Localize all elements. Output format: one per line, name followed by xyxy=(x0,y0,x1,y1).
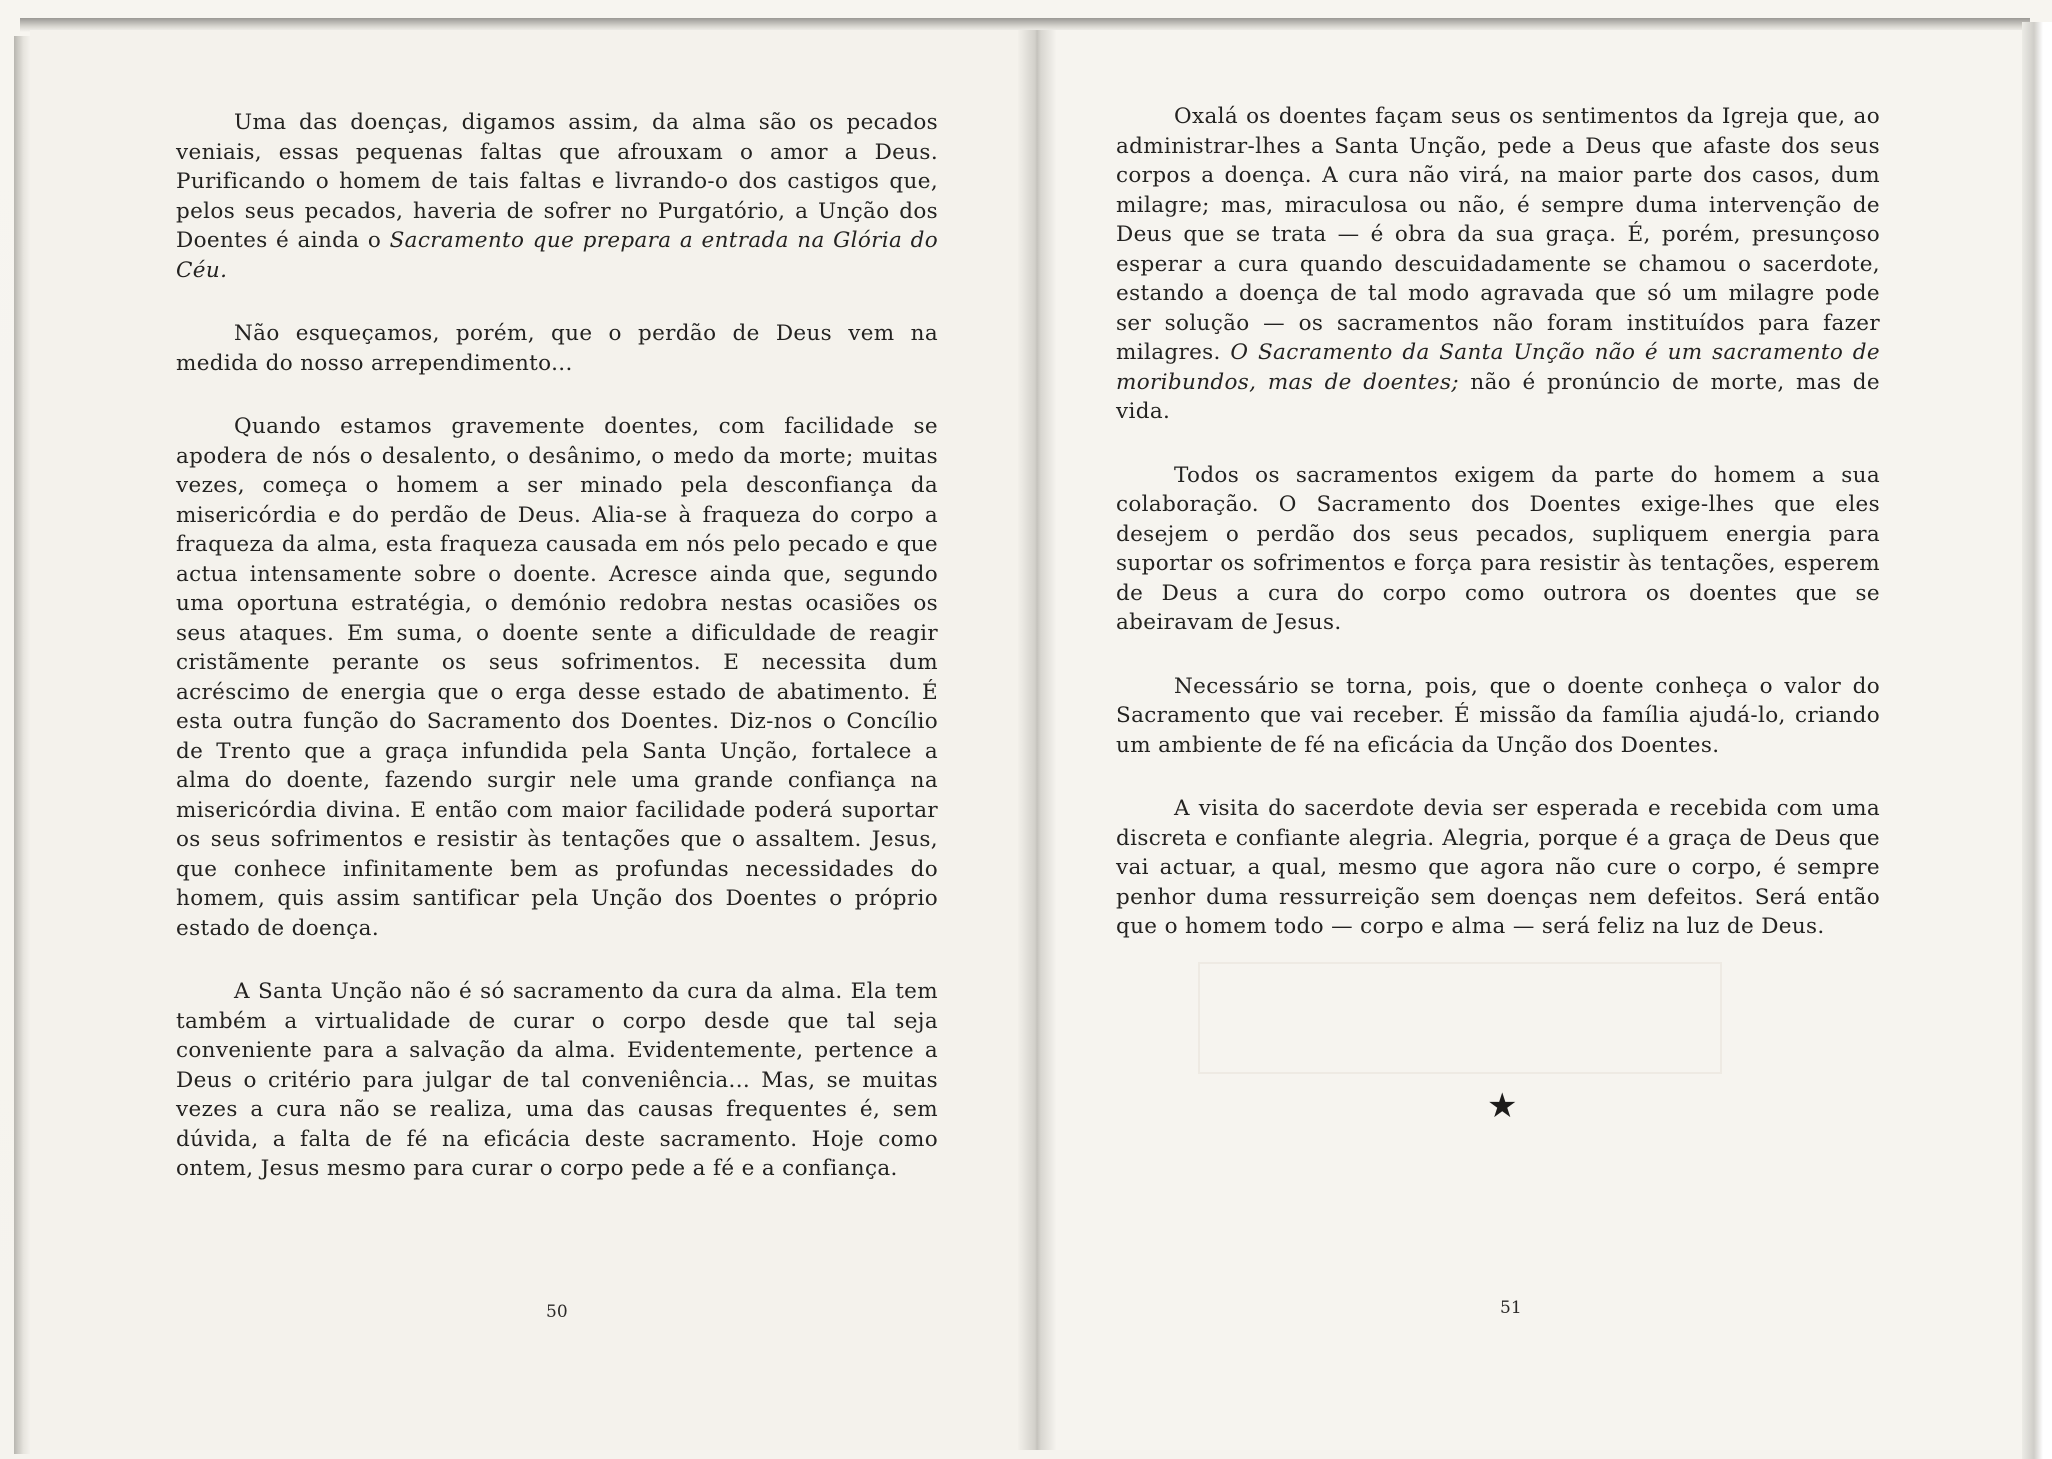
left-page-edge xyxy=(14,36,30,1454)
text-span: Todos os sacramentos exigem da parte do homem a sua colaboração. O Sacramento dos Doentes exige-lhes que eles desejem o perdão dos seus pecados, supliquem energia para suportar os sofrimentos e força para resistir às tentações, esperem de Deus a cura do corpo como outrora os doentes que se abeiravam de Jesus. xyxy=(1116,462,1880,635)
text-span: Quando estamos gravemente doentes, com facilidade se apodera de nós o desalento, o desânimo, o medo da morte; muitas vezes, começa o homem a ser minado pela desconfiança da misericórdia e do perdão de Deus. Alia-se à fraqueza do corpo a fraqueza da alma, esta fraqueza causada em nós pelo pecado e que actua intensamente sobre o doente. Acresce ainda que, segundo uma oportuna estratégia, o demónio redobra nestas ocasiões os seus ataques. Em suma, o doente sente a dificuldade de reagir cristãmente perante os seus sofrimentos. E necessita dum acréscimo de energia que o erga desse estado de abatimento. É esta outra função do Sacramento dos Doentes. Diz-nos o Concílio de Trento que a graça infundida pela Santa Unção, fortalece a alma do doente, fazendo surgir nele uma grande confiança na misericórdia divina. E então com maior facilidade poderá suportar os seus sofrimentos e resistir às tentações que o assaltem. Jesus, que conhece infinitamente bem as profundas necessidades do homem, quis assim santificar pela Unção dos Doentes o próprio estado de doença. xyxy=(176,414,938,941)
italic-text: O Sacramento da Santa Unção não é um sacramento de moribundos, mas de doentes; xyxy=(1116,340,1880,395)
right-page-text xyxy=(1116,102,1880,976)
text-span: Necessário se torna, pois, que o doente conheça o valor do Sacramento que vai receber. É missão da família ajudá-lo, criando um ambiente de fé na eficácia da Unção dos Doentes. xyxy=(1116,673,1880,758)
left-page xyxy=(30,30,1030,1450)
book-gutter xyxy=(1018,30,1056,1450)
paragraph xyxy=(176,319,938,378)
text-span: Não esqueçamos, porém, que o perdão de Deus vem na medida do nosso arrependimento... xyxy=(176,321,938,376)
paragraph xyxy=(1116,672,1880,761)
paragraph xyxy=(176,412,938,943)
paragraph xyxy=(1116,102,1880,427)
left-page-text xyxy=(176,108,938,1218)
text-span: Uma das doenças, digamos assim, da alma são os pecados veniais, essas pequenas faltas que afrouxam o amor a Deus. Purificando o homem de tais faltas e livrando-o dos castigos que, pelos seus pecados, haveria de sofrer no Purgatório, a Unção dos Doentes é ainda o xyxy=(176,110,938,253)
page-number: 50 xyxy=(546,1302,568,1322)
text-span: A Santa Unção não é só sacramento da cura da alma. Ela tem também a virtualidade de curar o corpo desde que tal seja conveniente para a salvação da alma. Evidentemente, pertence a Deus o critério para julgar de tal conveniência... Mas, se muitas vezes a cura não se realiza, uma das causas frequentes é, sem dúvida, a falta de fé na eficácia deste sacramento. Hoje como ontem, Jesus mesmo para curar o corpo pede a fé e a confiança. xyxy=(176,979,938,1181)
text-span: não é pronúncio de morte, mas de vida. xyxy=(1116,369,1880,424)
star-ornament-icon: ★ xyxy=(1487,1086,1518,1126)
paragraph xyxy=(176,108,938,285)
italic-text: Sacramento que prepara a entrada na Glória do Céu. xyxy=(176,228,938,283)
right-page xyxy=(1042,30,2026,1450)
text-span: A visita do sacerdote devia ser esperada e recebida com uma discreta e confiante alegria. Alegria, porque é a graça de Deus que vai actuar, a qual, mesmo que agora não cure o corpo, é sempre penhor duma ressurreição sem doenças nem defeitos. Será então que o homem todo — corpo e alma — será feliz na luz de Deus. xyxy=(1116,796,1880,939)
paragraph xyxy=(1116,461,1880,638)
text-span: Oxalá os doentes façam seus os sentimentos da Igreja que, ao administrar-lhes a Santa Unção, pede a Deus que afaste dos seus corpos a doença. A cura não virá, na maior parte dos casos, dum milagre; mas, miraculosa ou não, é sempre duma intervenção de Deus que se trata — é obra da sua graça. É, porém, presunçoso esperar a cura quando descuidadamente se chamou o sacerdote, estando a doença de tal modo agravada que só um milagre pode ser solução — os sacramentos não foram instituídos para fazer milagres. xyxy=(1116,104,1880,365)
page-number: 51 xyxy=(1500,1298,1522,1318)
right-page-edge xyxy=(2022,22,2052,1459)
paragraph xyxy=(1116,794,1880,942)
show-through-table xyxy=(1198,962,1722,1074)
paragraph xyxy=(176,977,938,1184)
